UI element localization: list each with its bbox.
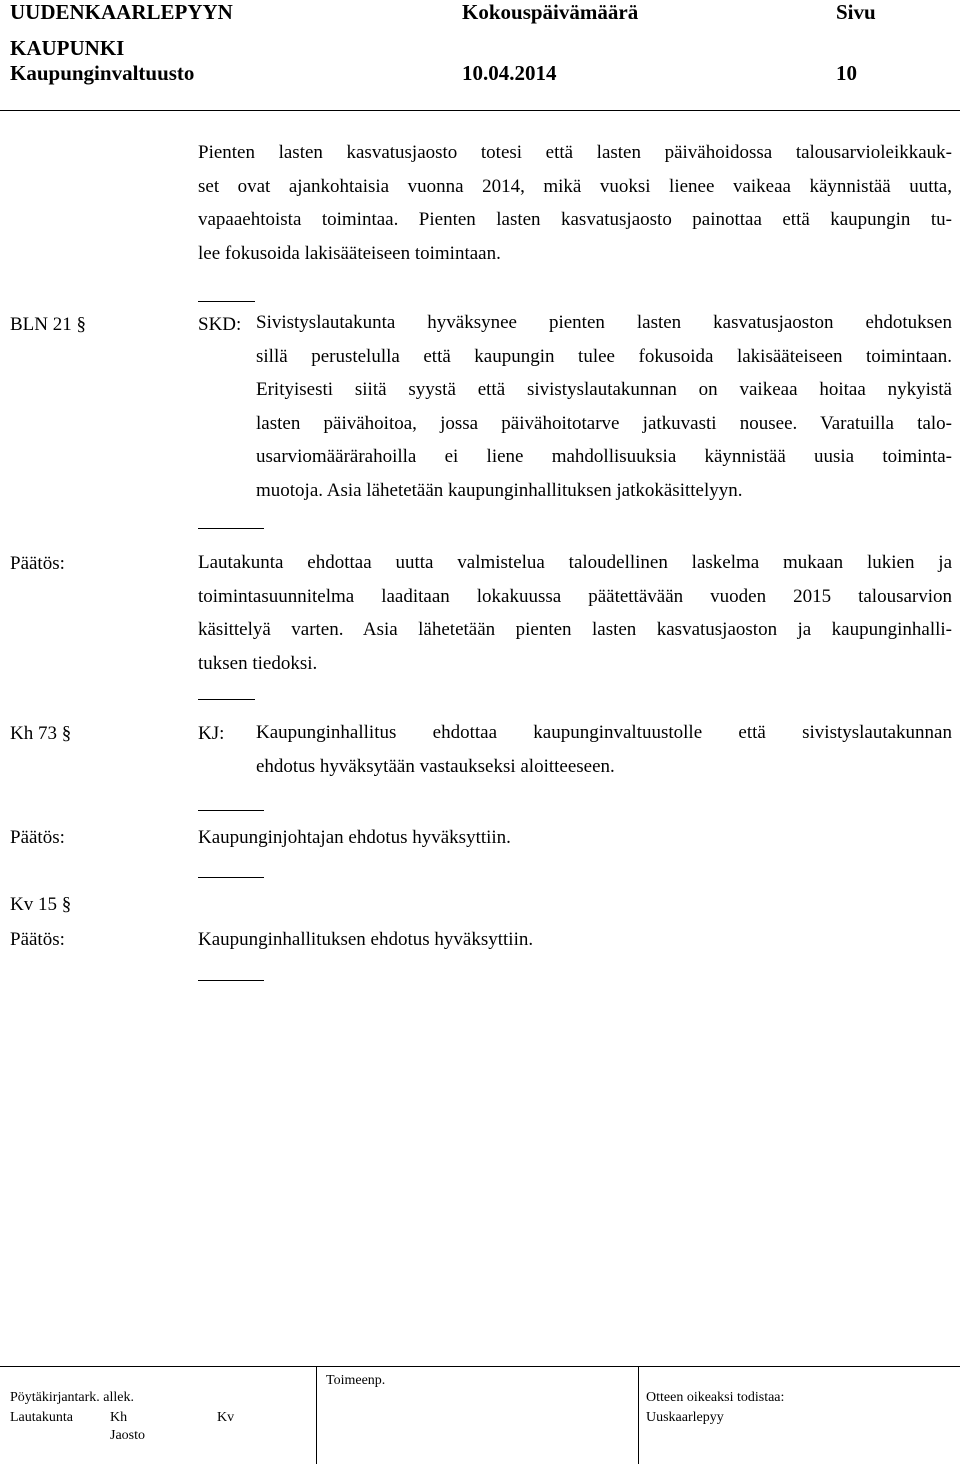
bln21-line: usarviomäärärahoilla ei liene mahdollisuuksia käynnistää uusia toiminta-: [256, 446, 952, 468]
certified-place: Uuskaarlepyy: [646, 1410, 724, 1425]
section-label-kh73: Kh 73 §: [10, 723, 72, 744]
kh73-line: Kaupunginhallitus ehdottaa kaupunginvaltuustolle että sivistyslautakunnan: [256, 722, 952, 743]
certified-label: Otteen oikeaksi todistaa:: [646, 1390, 785, 1405]
bln21-paragraph: [256, 306, 952, 508]
org-name-line2: KAUPUNKI: [10, 36, 125, 60]
separator-line: [198, 528, 264, 529]
col-jaosto: Jaosto: [110, 1428, 145, 1443]
separator-line: [198, 877, 264, 878]
intro-line: vapaaehtoista toimintaa. Pienten lasten kasvatusjaosto painottaa että kaupungin tu-: [198, 209, 952, 231]
page-label: Sivu: [836, 0, 876, 24]
page-number: 10: [836, 61, 857, 85]
footer-divider: [638, 1366, 639, 1464]
decision-label: Päätös:: [10, 827, 65, 848]
footer-divider: [316, 1366, 317, 1464]
body-name: Kaupunginvaltuusto: [10, 61, 195, 85]
decision-label: Päätös:: [10, 553, 65, 574]
signatures-label: Pöytäkirjantark. allek.: [10, 1390, 135, 1405]
intro-line: lee fokusoida lakisääteiseen toimintaan.: [198, 242, 501, 264]
decision1-line: tuksen tiedoksi.: [198, 652, 318, 674]
bln21-line: Erityisesti siitä syystä että sivistyslautakunnan on vaikeaa hoitaa nykyistä: [256, 379, 952, 401]
decision1-line: toimintasuunnitelma laaditaan lokakuussa päätettävään vuoden 2015 talousarvion: [198, 585, 952, 607]
skd-prefix: SKD:: [198, 314, 242, 335]
decision3-text: Kaupunginhallituksen ehdotus hyväksyttiin.: [198, 929, 534, 950]
separator-line: [198, 810, 264, 811]
intro-line: Pienten lasten kasvatusjaosto totesi että lasten päivähoidossa talousarvioleikkauk-: [198, 142, 952, 163]
separator-line: [198, 980, 264, 981]
section-label-kv15: Kv 15 §: [10, 894, 72, 915]
decision2-text: Kaupunginjohtajan ehdotus hyväksyttiin.: [198, 827, 511, 848]
header-rule: [0, 110, 960, 111]
decision1-line: käsittelyä varten. Asia lähetetään pienten lasten kasvatusjaoston ja kaupunginhalli-: [198, 619, 952, 641]
date-label: Kokouspäivämäärä: [462, 0, 639, 24]
bln21-line: lasten päivähoitoa, jossa päivähoitotarve jatkuvasti nousee. Varatuilla talo-: [256, 412, 952, 434]
decision1-line: Lautakunta ehdottaa uutta valmistelua taloudellinen laskelma mukaan lukien ja: [198, 552, 952, 573]
action-label: Toimeenp.: [326, 1373, 386, 1388]
col-kh: Kh: [110, 1410, 128, 1425]
date-value: 10.04.2014: [462, 61, 557, 85]
intro-paragraph: [198, 136, 952, 270]
kh73-paragraph: [256, 716, 952, 783]
col-kv: Kv: [217, 1410, 235, 1425]
bln21-line: sillä perustelulla että kaupungin tulee fokusoida lakisääteiseen toimintaan.: [256, 345, 952, 367]
kh73-line: ehdotus hyväksytään vastaukseksi aloitteeseen.: [256, 755, 615, 777]
decision-label: Päätös:: [10, 929, 65, 950]
intro-line: set ovat ajankohtaisia vuonna 2014, mikä vuoksi lienee vaikeaa käynnistää uutta,: [198, 175, 952, 197]
bln21-line: Sivistyslautakunta hyväksynee pienten lasten kasvatusjaoston ehdotuksen: [256, 312, 952, 333]
separator-line: [198, 699, 255, 700]
org-name-line1: UUDENKAARLEPYYN: [10, 0, 233, 24]
bln21-line: muotoja. Asia lähetetään kaupunginhallituksen jatkokäsittelyyn.: [256, 479, 743, 501]
decision1-paragraph: [198, 546, 952, 680]
separator-line: [198, 301, 255, 302]
section-label-bln21: BLN 21 §: [10, 314, 86, 335]
kj-prefix: KJ:: [198, 723, 225, 744]
footer-rule: [0, 1366, 960, 1367]
col-lautakunta: Lautakunta: [10, 1410, 73, 1425]
